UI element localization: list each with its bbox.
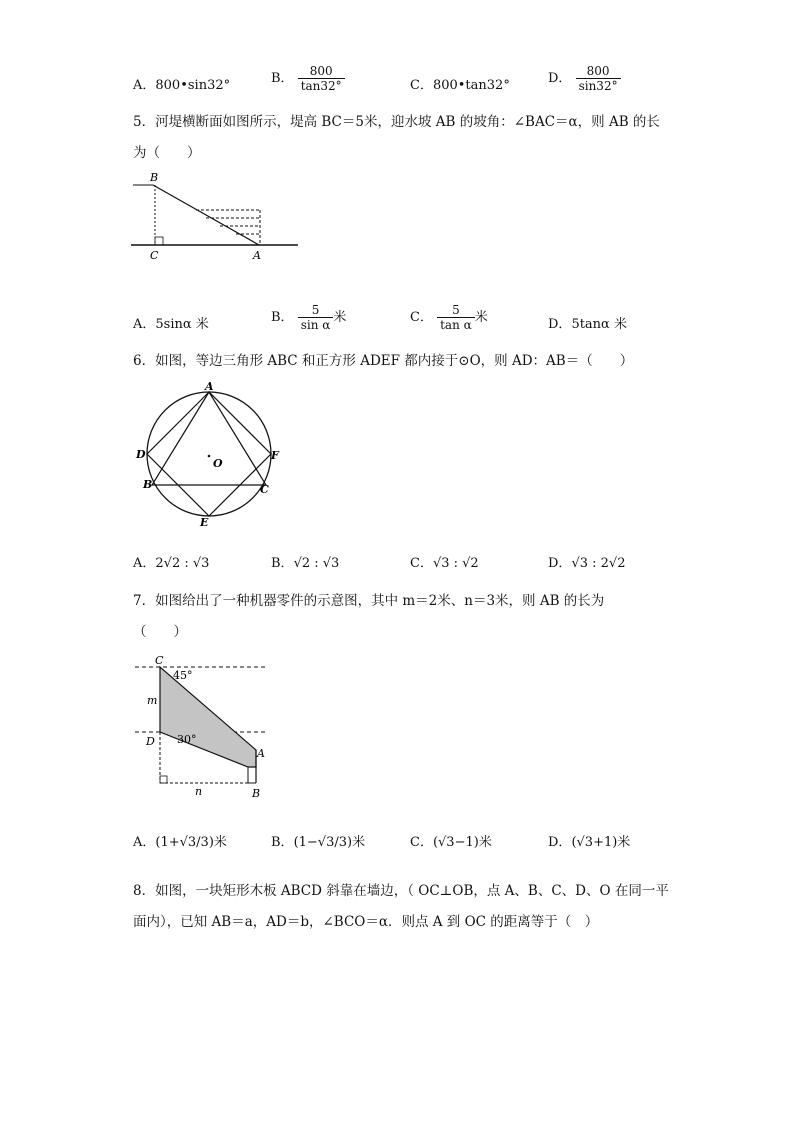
q6-label-f: F <box>271 449 279 462</box>
q5-stem-line2: 为（ ） <box>133 145 201 161</box>
q4-option-a: A．800•sin32° <box>133 78 231 93</box>
q7-label-45: 45° <box>173 669 193 682</box>
q7-part-figure <box>135 650 285 800</box>
q5-option-d: D．5tanα 米 <box>548 317 627 332</box>
q6-label-b: B <box>143 478 153 491</box>
q7-option-d: D．(√3+1)米 <box>548 835 631 850</box>
q7-label-m: m <box>147 694 158 707</box>
q6-label-c: C <box>260 483 269 496</box>
q6-stem: 6．如图，等边三角形 ABC 和正方形 ADEF 都内接于⊙O，则 AD：AB＝（ ） <box>133 353 634 369</box>
q8-stem-line1: 8．如图，一块矩形木板 ABCD 斜靠在墙边，（ OC⊥OB，点 A、B、C、D、O 在同一平 <box>133 883 669 899</box>
q5-label-b: B <box>150 171 159 184</box>
q6-option-c: C．√3 : √2 <box>410 556 479 571</box>
q4-option-c: C．800•tan32° <box>410 78 510 93</box>
q5-option-c: C． $\frac{5}{\text{tan α}}$ 米 <box>410 303 488 332</box>
q5-label-c: C <box>150 249 159 262</box>
q7-label-n: n <box>195 785 203 798</box>
q4-option-d: D． $\frac{800}{\sin 32^\circ}$ <box>548 64 621 93</box>
q6-option-d: D．√3 : 2√2 <box>548 556 626 571</box>
q4-option-b: B． $\frac{800}{\tan 32^\circ}$ <box>271 64 345 93</box>
q7-label-30: 30° <box>177 733 197 746</box>
q8-stem-line2: 面内），已知 AB＝a，AD＝b，∠BCO＝α．则点 A 到 OC 的距离等于（ ） <box>133 914 599 930</box>
q7-label-a: A <box>257 747 265 760</box>
q7-stem-line2: （ ） <box>133 624 187 640</box>
q6-label-o: O <box>213 457 223 470</box>
q7-label-d: D <box>146 735 155 748</box>
q5-label-a: A <box>253 249 261 262</box>
q7-label-b: B <box>252 787 261 800</box>
q7-option-a: A．(1+√3/3)米 <box>133 835 227 850</box>
q5-option-a: A．5sinα 米 <box>133 317 209 332</box>
q6-label-a: A <box>205 380 214 393</box>
q7-stem-line1: 7．如图给出了一种机器零件的示意图，其中 m＝2米、n＝3米，则 AB 的长为 <box>133 593 605 609</box>
q6-option-b: B．√2 : √3 <box>271 556 340 571</box>
q7-option-c: C．(√3−1)米 <box>410 835 492 850</box>
q7-label-c: C <box>155 654 164 667</box>
q7-option-b: B．(1−√3/3)米 <box>271 835 366 850</box>
q5-embankment-figure <box>128 168 308 268</box>
q6-label-d: D <box>136 448 146 461</box>
q6-label-e: E <box>200 516 209 529</box>
q5-option-b: B． $\frac{5}{\text{sin α}}$ 米 <box>271 303 347 332</box>
q6-option-a: A．2√2 : √3 <box>133 556 210 571</box>
q6-circle-figure <box>130 378 290 530</box>
q5-stem-line1: 5．河堤横断面如图所示，堤高 BC＝5米，迎水坡 AB 的坡角：∠BAC＝α，则 AB 的长 <box>133 114 660 130</box>
